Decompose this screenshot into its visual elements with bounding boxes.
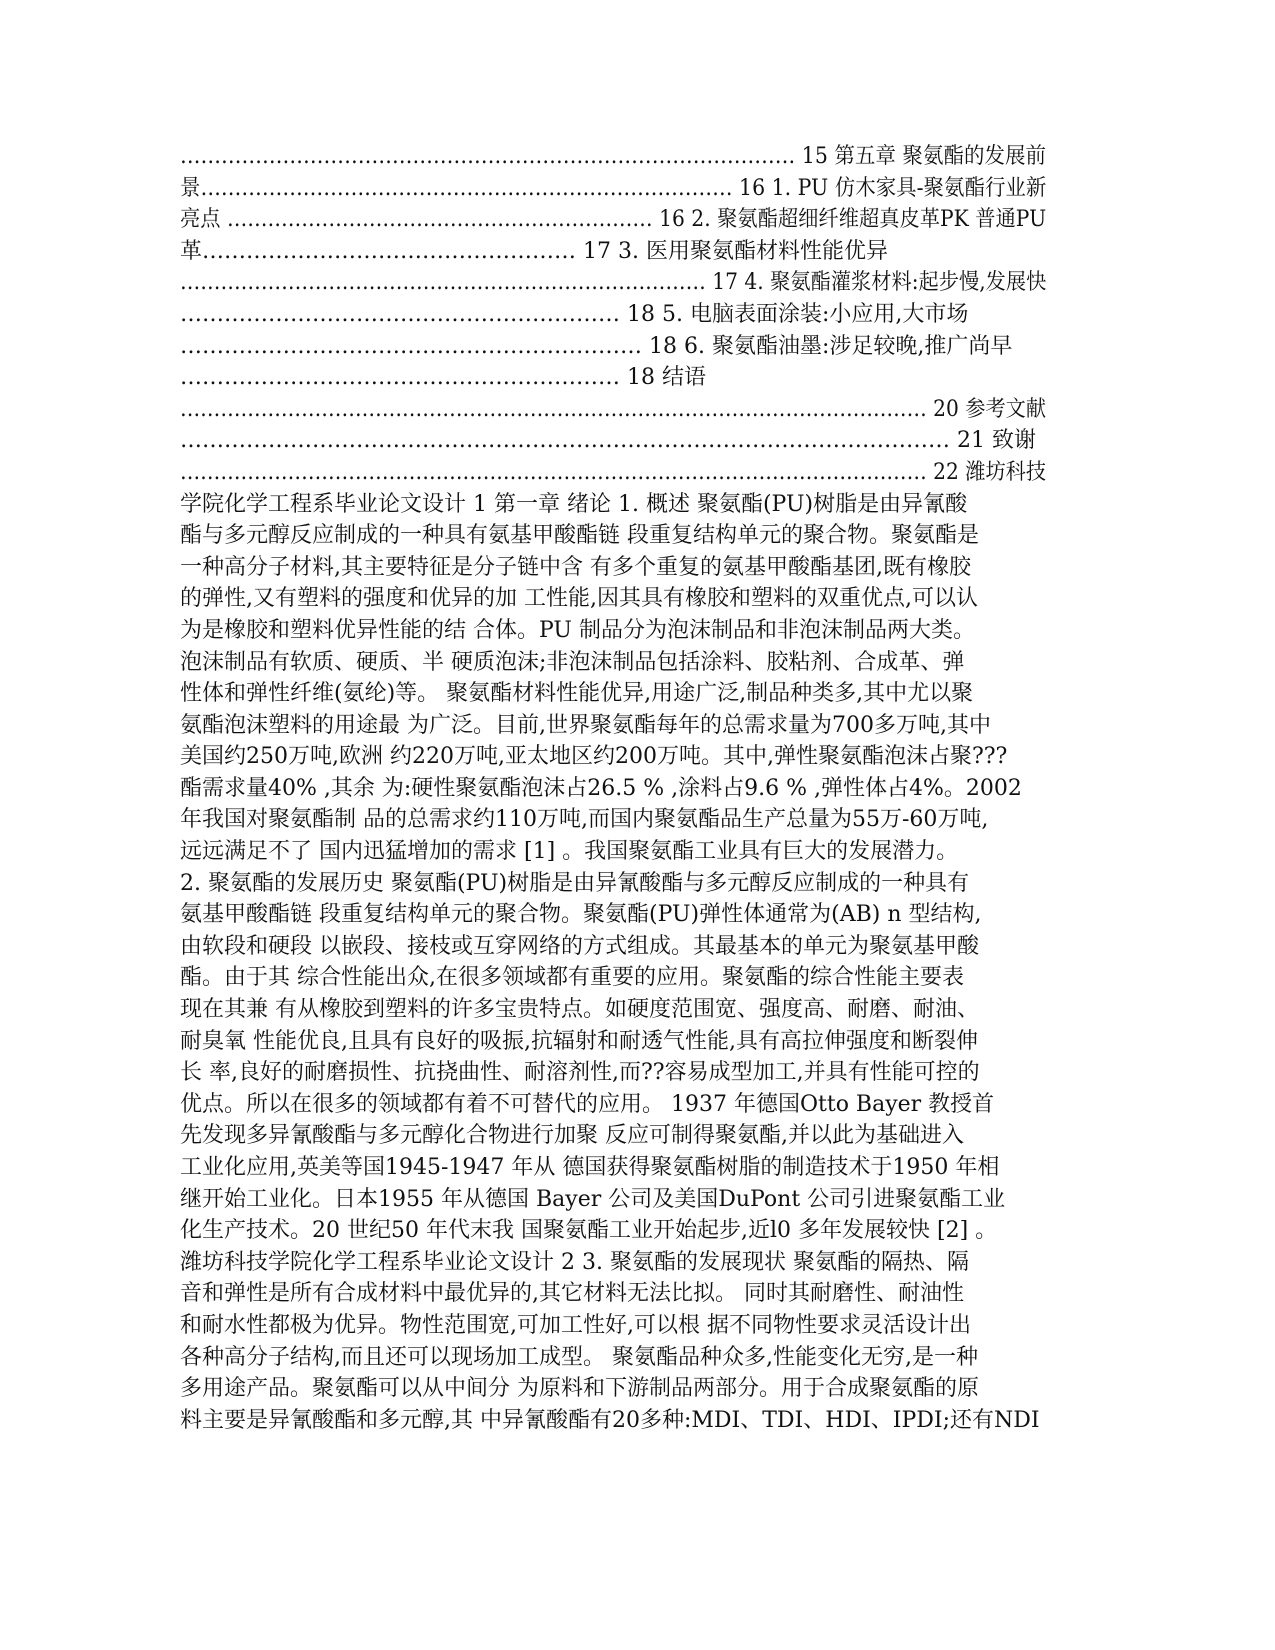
text-line: 亮点 ……………………………………………………… 16 2. 聚氨酯超细纤维超真皮革PK 普通PU — [180, 207, 1047, 233]
text-line: ……………………………………………………………………………… 15 第五章 聚氨酯的发展前 — [180, 144, 1046, 169]
text-line: 酯需求量40% ,其余 为:硬性聚氨酯泡沫占26.5 % ,涂料占9.6 % ,弹性体占4%。2002 — [180, 775, 1022, 801]
document-page — [180, 141, 1046, 1611]
text-line: 酯。由于其 综合性能出众,在很多领域都有重要的应用。聚氨酯的综合性能主要表 — [180, 965, 964, 991]
text-line: 景…………………………………………………………………… 16 1. PU 仿木家具-聚氨酯行业新 — [180, 175, 1047, 201]
text-line: 学院化学工程系毕业论文设计 1 第一章 绪论 1. 概述 聚氨酯(PU)树脂是由异氰酸 — [180, 491, 968, 517]
text-line: 化生产技术。20 世纪50 年代末我 国聚氨酯工业开始起步,近l0 多年发展较快 [2] 。 — [180, 1218, 998, 1244]
text-line: 一种高分子材料,其主要特征是分子链中含 有多个重复的氨基甲酸酯基团,既有橡胶 — [180, 554, 971, 580]
text-line: 多用途产品。聚氨酯可以从中间分 为原料和下游制品两部分。用于合成聚氨酯的原 — [180, 1376, 979, 1402]
text-line: 各种高分子结构,而且还可以现场加工成型。 聚氨酯品种众多,性能变化无穷,是一种 — [180, 1344, 978, 1370]
text-line: 继开始工业化。日本1955 年从德国 Bayer 公司及美国DuPont 公司引进聚氨酯工业 — [180, 1186, 1006, 1212]
text-line: 泡沫制品有软质、硬质、半 硬质泡沫;非泡沫制品包括涂料、胶粘剂、合成革、弹 — [180, 649, 965, 675]
text-line: 远远满足不了 国内迅猛增加的需求 [1] 。我国聚氨酯工业具有巨大的发展潜力。 — [180, 839, 959, 865]
text-line: 由软段和硬段 以嵌段、接枝或互穿网络的方式组成。其最基本的单元为聚氨基甲酸 — [180, 933, 979, 959]
text-line: 的弹性,又有塑料的强度和优异的加 工性能,因其具有橡胶和塑料的双重优点,可以认 — [180, 586, 978, 612]
text-line: 耐臭氧 性能优良,且具有良好的吸振,抗辐射和耐透气性能,具有高拉伸强度和断裂伸 — [180, 1028, 978, 1054]
text-line: ………………………………………………………………………………………………… 22 潍坊科技 — [180, 459, 1047, 485]
text-line: …………………………………………………… 18 5. 电脑表面涂装:小应用,大市场 — [180, 301, 969, 327]
text-line: 2. 聚氨酯的发展历史 聚氨酯(PU)树脂是由异氰酸酯与多元醇反应制成的一种具有 — [180, 870, 970, 896]
text-line: 长 率,良好的耐磨损性、抗挠曲性、耐溶剂性,而??容易成型加工,并具有性能可控的 — [180, 1060, 980, 1086]
text-line: 氨基甲酸酯链 段重复结构单元的聚合物。聚氨酯(PU)弹性体通常为(AB) n 型结构, — [180, 902, 982, 928]
text-line: 性体和弹性纤维(氨纶)等。 聚氨酯材料性能优异,用途广泛,制品种类多,其中尤以聚 — [180, 681, 974, 707]
text-line: 年我国对聚氨酯制 品的总需求约110万吨,而国内聚氨酯品生产总量为55万-60万吨, — [180, 807, 989, 833]
text-line: 先发现多异氰酸酯与多元醇化合物进行加聚 反应可制得聚氨酯,并以此为基础进入 — [180, 1123, 964, 1149]
text-line: 氨酯泡沫塑料的用途最 为广泛。目前,世界聚氨酯每年的总需求量为700多万吨,其中 — [180, 712, 991, 738]
text-line: …………………………………………………………………………………………… 21 致谢 — [180, 428, 1036, 454]
text-line: 现在其兼 有从橡胶到塑料的许多宝贵特点。如硬度范围宽、强度高、耐磨、耐油、 — [180, 997, 979, 1023]
text-line: 音和弹性是所有合成材料中最优异的,其它材料无法比拟。 同时其耐磨性、耐油性 — [180, 1281, 964, 1307]
text-line: 革…………………………………………… 17 3. 医用聚氨酯材料性能优异 — [180, 238, 888, 264]
text-line: ……………………………………………………… 18 6. 聚氨酯油墨:涉足较晚,推广尚早 — [180, 333, 1013, 359]
text-line: …………………………………………………… 18 结语 — [180, 365, 706, 391]
text-line: 优点。所以在很多的领域都有着不可替代的应用。 1937 年德国Otto Bayer 教授首 — [180, 1091, 995, 1117]
text-line: ………………………………………………………………………………………………… 20 参考文献 — [180, 396, 1047, 422]
text-line: …………………………………………………………………… 17 4. 聚氨酯灌浆材料:起步慢,发展快 — [180, 270, 1047, 296]
text-line: 酯与多元醇反应制成的一种具有氨基甲酸酯链 段重复结构单元的聚合物。聚氨酯是 — [180, 523, 979, 549]
text-line: 潍坊科技学院化学工程系毕业论文设计 2 3. 聚氨酯的发展现状 聚氨酯的隔热、隔 — [180, 1249, 969, 1275]
text-line: 工业化应用,英美等国1945-1947 年从 德国获得聚氨酯树脂的制造技术于1950 年相 — [180, 1155, 1000, 1180]
text-line: 和耐水性都极为优异。物性范围宽,可加工性好,可以根 据不同物性要求灵活设计出 — [180, 1312, 971, 1338]
text-line: 料主要是异氰酸酯和多元醇,其 中异氰酸酯有20多种:MDI、TDI、HDI、IPDI;还有NDI — [180, 1407, 1040, 1433]
text-line: 为是橡胶和塑料优异性能的结 合体。PU 制品分为泡沫制品和非泡沫制品两大类。 — [180, 617, 975, 643]
text-line: 美国约250万吨,欧洲 约220万吨,亚太地区约200万吨。其中,弹性聚氨酯泡沫占聚??? — [180, 744, 1008, 770]
